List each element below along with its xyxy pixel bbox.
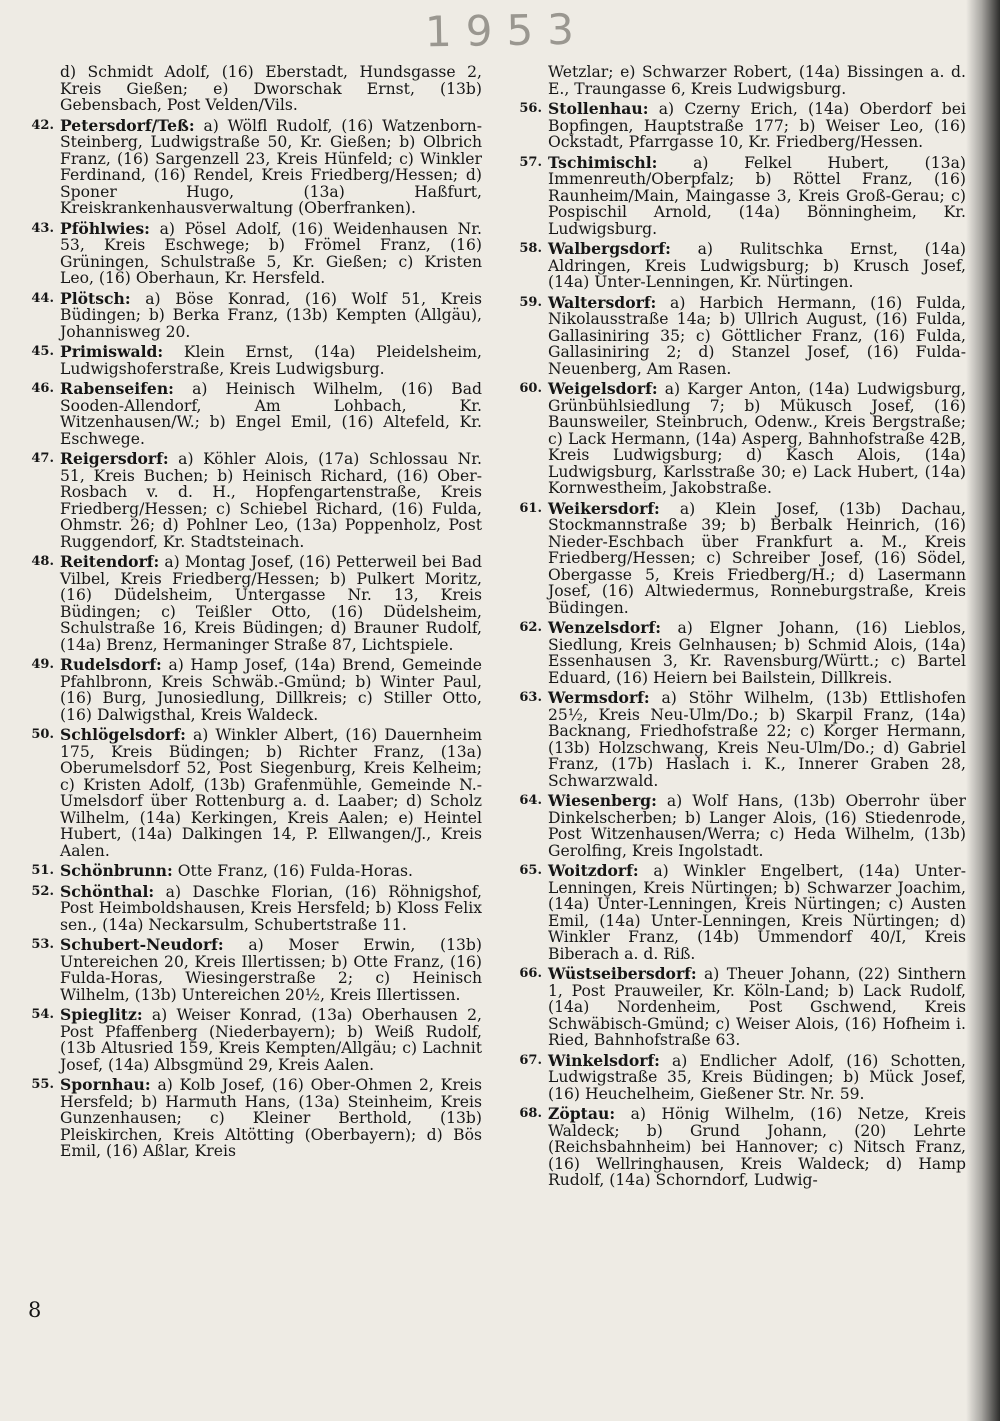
entry-text: a) Rulitschka Ernst, (14a) Aldringen, Kreis Ludwigsburg; b) Krusch Josef, (14a) Unter-Lenningen, Kr. Nürtingen. xyxy=(548,240,966,291)
entry-text: a) Winkler Engelbert, (14a) Unter-Lenningen, Kreis Nürtingen; b) Schwarzer Joachim, (14a) Unter-Lenningen, Kreis Nürtingen; c) Austen Emil, (14a) Unter-Lenningen, Kreis Nürtingen; d) Winkler Franz, (14b) Ummendorf 40/I, Kreis Biberach a. d. Riß. xyxy=(548,862,966,963)
entry-text: a) Montag Josef, (16) Petterweil bei Bad Vilbel, Kreis Friedberg/Hessen; b) Pulkert Moritz, (16) Düdelsheim, Untergasse Nr. 13, Kreis Büdingen; c) Teißler Otto, (16) Düdelsheim, Schulstraße 16, Kreis Büdingen; d) Brauner Rudolf, (14a) Brenz, Hermaninger Straße 87, Lichtspiele. xyxy=(60,553,482,654)
entry-text: d) Schmidt Adolf, (16) Eberstadt, Hundsgasse 2, Kreis Gießen; e) Dworschak Ernst, (13b) Gebensbach, Post Velden/Vils. xyxy=(60,63,482,114)
entry-number: 46. xyxy=(31,381,54,396)
place-name: Waltersdorf: xyxy=(548,292,657,312)
directory-entry xyxy=(20,657,482,723)
entry-text: a) Daschke Florian, (16) Röhnigshof, Post Heimboldshausen, Kreis Hersfeld; b) Kloss Felix sen., (14a) Neckarsulm, Schubertstraße 11. xyxy=(60,882,482,934)
directory-entry xyxy=(20,863,482,880)
entry-number: 63. xyxy=(519,690,542,705)
entry-number: 54. xyxy=(31,1007,54,1022)
place-name: Woitzdorf: xyxy=(548,861,639,880)
directory-entry xyxy=(508,863,966,962)
right-column xyxy=(508,64,966,1193)
entry-text: a) Moser Erwin, (13b) Untereichen 20, Kreis Illertissen; b) Otte Franz, (16) Fulda-Horas, Wiesingerstraße 2; c) Heinisch Wilhelm, (13b) Untereichen 20½, Kreis Illertissen. xyxy=(60,936,482,1004)
entry-number: 42. xyxy=(31,117,54,133)
entry-text: a) Hamp Josef, (14a) Brend, Gemeinde Pfahlbronn, Kreis Schwäb.-Gmünd; b) Winter Paul, (16) Burg, Junosiedlung, Dillkreis; c) Stiller Otto, (16) Dalwigsthal, Kreis Waldeck. xyxy=(60,656,482,724)
entry-text: a) Hönig Wilhelm, (16) Netze, Kreis Waldeck; b) Grund Johann, (20) Lehrte (Reichsbahnheim) bei Hannover; c) Nitsch Franz, (16) Wellringhausen, Kreis Waldeck; d) Hamp Rudolf, (14a) Schorndorf, Ludwig- xyxy=(548,1105,966,1189)
entry-number: 59. xyxy=(519,294,542,310)
place-name: Zöptau: xyxy=(548,1104,616,1123)
place-name: Weikersdorf: xyxy=(548,498,660,518)
directory-entry xyxy=(20,64,482,114)
entry-text: a) Felkel Hubert, (13a) Immenreuth/Oberpfalz; b) Röttel Franz, (16) Raunheim/Main, Maingasse 3, Kreis Groß-Gerau; c) Pospischil Arnold, (14a) Bönningheim, Kr. Ludwigsburg. xyxy=(548,153,966,238)
place-name: Wüstseibersdorf: xyxy=(548,964,697,983)
directory-entry xyxy=(508,152,966,238)
place-name: Rudelsdorf: xyxy=(60,655,162,674)
entry-number: 64. xyxy=(519,793,542,808)
entry-number: 62. xyxy=(519,620,542,635)
directory-entry xyxy=(20,554,482,653)
entry-number: 58. xyxy=(519,241,542,256)
place-name: Primiswald: xyxy=(60,342,164,361)
entry-text: a) Köhler Alois, (17a) Schlossau Nr. 51, Kreis Buchen; b) Heinisch Richard, (16) Ober-Rosbach v. d. H., Hopfengartenstraße, Kreis Friedberg/Hessen; c) Schiebel Richard, (16) Fulda, Ohmstr. 26; d) Pohlner Leo, (13a) Poppenholz, Post Ruggendorf, Kr. Stadtsteinach. xyxy=(60,450,482,551)
entry-number: 53. xyxy=(31,937,54,952)
entry-text: a) Karger Anton, (14a) Ludwigsburg, Grünbühlsiedlung 7; b) Mükusch Josef, (16) Baunsweiler, Steinbruch, Odenw., Kreis Bergstraße; c) Lack Hermann, (14a) Asperg, Bahnhofstraße 42B, Kreis Ludwigsburg; d) Kasch Alois, (14a) Ludwigsburg, Karlsstraße 30; e) Lack Hubert, (14a) Kornwestheim, Jakobstraße. xyxy=(548,380,966,497)
entry-text: Otte Franz, (16) Fulda-Horas. xyxy=(177,862,414,880)
entry-number: 57. xyxy=(519,154,542,170)
entry-number: 51. xyxy=(31,863,54,878)
directory-entry xyxy=(20,218,482,287)
place-name: Rabenseifen: xyxy=(60,379,174,398)
directory-entry xyxy=(508,101,966,151)
entry-text: a) Czerny Erich, (14a) Oberdorf bei Bopfingen, Hauptstraße 177; b) Weiser Leo, (16) Ockstadt, Pfarrgasse 10, Kr. Friedberg/Hessen. xyxy=(548,100,966,151)
entry-text: Klein Ernst, (14a) Pleidelsheim, Ludwigshoferstraße, Kreis Ludwigsburg. xyxy=(60,343,482,378)
entry-number: 49. xyxy=(31,657,54,672)
place-name: Stollenhau: xyxy=(548,99,649,118)
place-name: Schönthal: xyxy=(60,881,155,901)
entry-number: 50. xyxy=(31,727,54,742)
directory-entry xyxy=(508,381,966,497)
directory-entry xyxy=(20,344,482,377)
place-name: Reitendorf: xyxy=(60,552,160,571)
place-name: Wiesenberg: xyxy=(548,791,657,810)
entry-text: a) Weiser Konrad, (13a) Oberhausen 2, Post Pfaffenberg (Niederbayern); b) Weiß Rudolf, (13b Altusried 159, Kreis Kempten/Allgäu; c) Lachnit Josef, (14a) Albsgmünd 29, Kreis Aalen. xyxy=(60,1006,482,1074)
scan-shadow-edge xyxy=(966,0,1000,1421)
directory-entry xyxy=(20,1077,482,1160)
place-name: Wenzelsdorf: xyxy=(548,618,661,637)
page-number: 8 xyxy=(28,1298,42,1322)
entry-text: a) Winkler Albert, (16) Dauernheim 175, Kreis Büdingen; b) Richter Franz, (13a) Oberumelsdorf 52, Post Siegenburg, Kreis Kelheim; c) Kristen Adolf, (13b) Grafenmühle, Gemeinde N.-Umelsdorf über Rottenburg a. d. Laaber; d) Scholz Wilhelm, (14a) Kerkingen, Kreis Aalen; e) Heintel Hubert, (14a) Dalkingen 14, P. Ellwangen/J., Kreis Aalen. xyxy=(60,726,482,860)
directory-entry xyxy=(508,793,966,859)
entry-text: a) Stöhr Wilhelm, (13b) Ettlishofen 25½, Kreis Neu-Ulm/Do.; b) Skarpil Franz, (14a) Backnang, Friedhofstraße 22; c) Korger Hermann, (13b) Holzschwang, Kreis Neu-Ulm/Do.; d) Gabriel Franz, (17b) Haslach i. K., Innerer Graben 28, Schwarzwald. xyxy=(548,689,966,790)
directory-entry xyxy=(20,881,482,934)
entry-number: 61. xyxy=(519,500,542,516)
entry-text: a) Endlicher Adolf, (16) Schotten, Ludwigstraße 35, Kreis Büdingen; b) Mück Josef, (16) Heuchelheim, Gießener Str. Nr. 59. xyxy=(548,1051,966,1103)
entry-text: a) Wölfl Rudolf, (16) Watzenborn-Steinberg, Ludwigstraße 50, Kr. Gießen; b) Olbrich Franz, (16) Sargenzell 23, Kreis Hünfeld; c) Winkler Ferdinand, (16) Rendel, Kreis Friedberg/Hessen; d) Sponer Hugo, (13a) Haßfurt, Kreiskrankenhausverwaltung (Oberfranken). xyxy=(60,116,482,217)
entry-text: a) Harbich Hermann, (16) Fulda, Nikolausstraße 14a; b) Ullrich August, (16) Fulda, Gallasiniring 35; c) Göttlicher Franz, (16) Fulda, Gallasiniring 2; d) Stanzel Josef, (16) Fulda-Neuenberg, Am Rasen. xyxy=(548,293,966,378)
directory-entry xyxy=(508,620,966,686)
entry-number: 47. xyxy=(31,451,54,466)
place-name: Schlögelsdorf: xyxy=(60,725,186,744)
place-name: Walbergsdorf: xyxy=(548,239,671,258)
entry-number: 65. xyxy=(519,863,542,878)
entry-number: 55. xyxy=(31,1077,54,1092)
entry-text: a) Pösel Adolf, (16) Weidenhausen Nr. 53, Kreis Eschwege; b) Frömel Franz, (16) Grüningen, Schulstraße 5, Kr. Gießen; c) Kristen Leo, (16) Oberhaun, Kr. Hersfeld. xyxy=(60,219,482,287)
directory-entry xyxy=(508,241,966,291)
directory-entry xyxy=(508,966,966,1049)
entry-text: a) Klein Josef, (13b) Dachau, Stockmannstraße 39; b) Berbalk Heinrich, (16) Nieder-Eschbach über Frankfurt a. M., Kreis Friedberg/Hessen; c) Schreiber Josef, (16) Södel, Obergasse 5, Kreis Friedberg/H.; d) Lasermann Josef, (16) Altwiedermus, Ronneburgstraße, Kreis Büdingen. xyxy=(548,499,966,617)
entry-number: 52. xyxy=(31,883,54,899)
place-name: Tschimischl: xyxy=(548,152,658,172)
entry-number: 44. xyxy=(31,290,54,306)
directory-entry xyxy=(508,1050,966,1103)
entry-number: 45. xyxy=(31,344,54,359)
entry-text: a) Böse Konrad, (16) Wolf 51, Kreis Büdingen; b) Berka Franz, (13b) Kempten (Allgäu), Johannisweg 20. xyxy=(60,289,482,341)
directory-entry xyxy=(20,288,482,341)
directory-entry xyxy=(508,1106,966,1189)
directory-entry xyxy=(20,381,482,447)
directory-entry xyxy=(508,498,966,617)
place-name: Wermsdorf: xyxy=(548,688,650,707)
directory-entry xyxy=(508,690,966,789)
directory-entry xyxy=(20,451,482,550)
place-name: Petersdorf/Teß: xyxy=(60,115,195,135)
entry-number: 60. xyxy=(519,381,542,396)
place-name: Schubert-Neudorf: xyxy=(60,935,224,954)
entry-text: a) Theuer Johann, (22) Sinthern 1, Post Prauweiler, Kr. Köln-Land; b) Lack Rudolf, (14a) Nordenheim, Post Gschwend, Kreis Schwäbisch-Gmünd; c) Weiser Alois, (16) Hofheim i. Ried, Bahnhofstraße 63. xyxy=(548,965,966,1049)
entry-number: 56. xyxy=(519,101,542,116)
place-name: Winkelsdorf: xyxy=(548,1050,660,1070)
place-name: Schönbrunn: xyxy=(60,861,173,880)
directory-entry xyxy=(508,292,966,378)
directory-entry xyxy=(20,937,482,1003)
entry-number: 66. xyxy=(519,966,542,981)
directory-entry xyxy=(508,64,966,97)
directory-entry xyxy=(20,115,482,217)
entry-number: 48. xyxy=(31,554,54,569)
entry-number: 67. xyxy=(519,1052,542,1068)
entry-number: 68. xyxy=(519,1106,542,1121)
place-name: Plötsch: xyxy=(60,288,131,308)
entry-number: 43. xyxy=(31,220,54,236)
directory-entry xyxy=(20,727,482,859)
entry-text: a) Heinisch Wilhelm, (16) Bad Sooden-Allendorf, Am Lohbach, Kr. Witzenhausen/W.; b) Engel Emil, (16) Altefeld, Kr. Eschwege. xyxy=(60,380,482,448)
place-name: Spieglitz: xyxy=(60,1005,143,1024)
place-name: Spornhau: xyxy=(60,1075,151,1094)
entry-text: a) Wolf Hans, (13b) Oberrohr über Dinkelscherben; b) Langer Alois, (16) Stiedenrode, Post Witzenhausen/Werra; c) Heda Wilhelm, (13b) Gerolfing, Kreis Ingolstadt. xyxy=(548,792,966,860)
entry-text: Wetzlar; e) Schwarzer Robert, (14a) Bissingen a. d. E., Traungasse 6, Kreis Ludwigsburg. xyxy=(548,63,966,98)
directory-entry xyxy=(20,1007,482,1073)
left-column xyxy=(20,64,482,1164)
place-name: Weigelsdorf: xyxy=(548,379,658,398)
place-name: Pföhlwies: xyxy=(60,218,150,238)
entry-text: a) Kolb Josef, (16) Ober-Ohmen 2, Kreis Hersfeld; b) Harmuth Hans, (13a) Steinheim, Kreis Gunzenhausen; c) Kleiner Berthold, (13b) Pleiskirchen, Kreis Altötting (Oberbayern); d) Bös Emil, (16) Aßlar, Kreis xyxy=(60,1076,482,1160)
handwritten-year-stamp: 1953 xyxy=(424,4,589,57)
entry-text: a) Elgner Johann, (16) Lieblos, Siedlung, Kreis Gelnhausen; b) Schmid Alois, (14a) Essenhausen 3, Kr. Ravensburg/Württ.; c) Bartel Eduard, (16) Heiern bei Bailstein, Dillkreis. xyxy=(548,619,966,687)
place-name: Reigersdorf: xyxy=(60,449,169,468)
